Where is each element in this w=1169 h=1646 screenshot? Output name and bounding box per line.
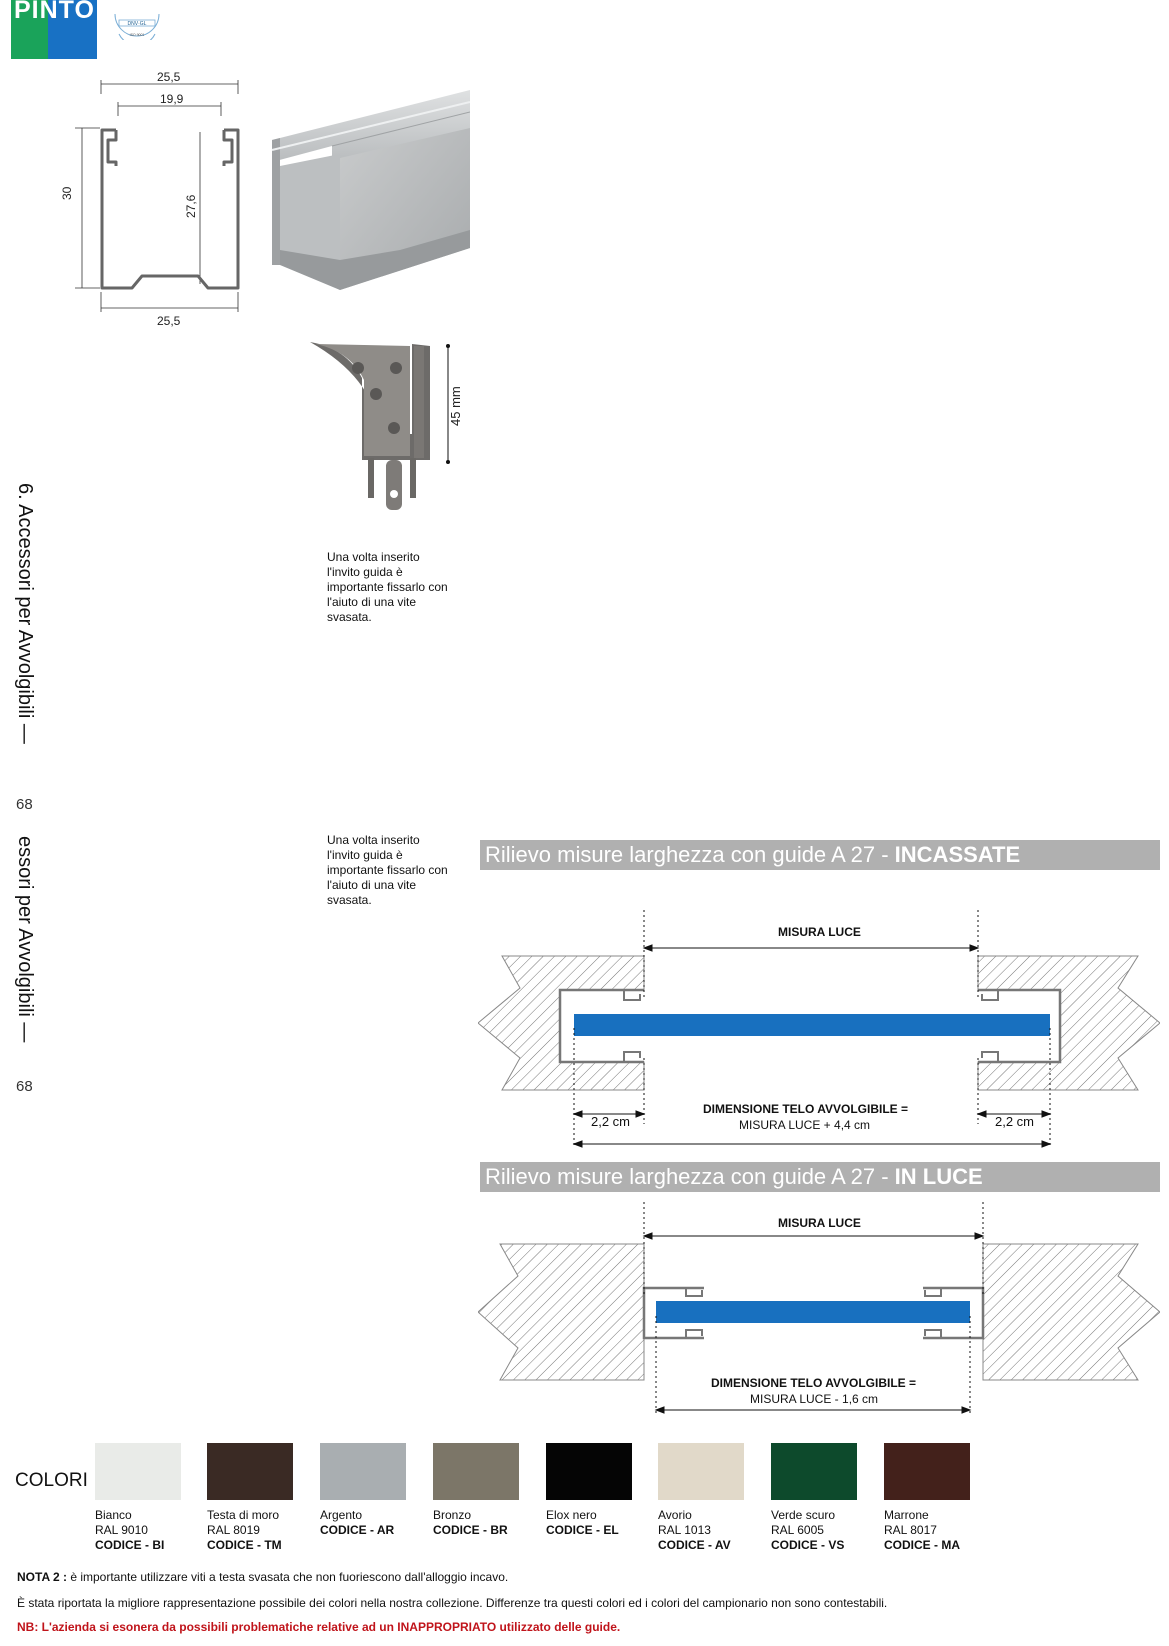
guide-invite-photo (306, 338, 456, 518)
section-title-in-luce: Rilievo misure larghezza con guide A 27 - IN LUCE (480, 1162, 1160, 1192)
dim-title-1: DIMENSIONE TELO AVVOLGIBILE = (703, 1102, 909, 1116)
dim-formula-2: MISURA LUCE - 1,6 cm (750, 1392, 879, 1406)
dim-bottom: 25,5 (157, 314, 181, 328)
misura-luce-label-2: MISURA LUCE (778, 1216, 861, 1230)
dim-formula-1: MISURA LUCE + 4,4 cm (739, 1118, 871, 1132)
svg-text:DNV·GL: DNV·GL (127, 21, 147, 27)
page-number-1: 68 (16, 796, 33, 813)
swatch-label-marrone: Marrone RAL 8017 CODICE - MA (884, 1508, 960, 1552)
swatch-label-bianco: Bianco RAL 9010 CODICE - BI (95, 1508, 165, 1552)
footer-nb: NB: L'azienda si esonera da possibili problematiche relative ad un INAPPROPRIATO utilizzato delle guide. (17, 1620, 621, 1634)
swatch-elox-nero (546, 1443, 632, 1500)
dim-title-2: DIMENSIONE TELO AVVOLGIBILE = (711, 1376, 917, 1390)
profile-3d-render (270, 90, 470, 300)
offset-left-label: 2,2 cm (591, 1114, 631, 1129)
invite-note-1: Una volta inserito l'invito guida è importante fissarlo con l'aiuto di una vite svasata. (327, 550, 448, 624)
svg-text:ISO 9001: ISO 9001 (129, 33, 145, 37)
swatch-avorio (658, 1443, 744, 1500)
offset-right-label: 2,2 cm (995, 1114, 1035, 1129)
dim-45mm: 45 mm (448, 386, 463, 426)
swatch-verde-scuro (771, 1443, 857, 1500)
profile-cross-section-drawing (60, 70, 250, 325)
logo-text: PINTO (14, 0, 95, 24)
footer-nota: NOTA 2 : è importante utilizzare viti a testa svasata che non fuoriescono dall'alloggio incavo. (17, 1570, 509, 1584)
swatch-bianco (95, 1443, 181, 1500)
side-heading-1: 6. Accessori per Avvolgibili — (14, 483, 36, 744)
swatch-label-bronzo: Bronzo CODICE - BR (433, 1508, 508, 1537)
swatch-testa-di-moro (207, 1443, 293, 1500)
page-number-2: 68 (16, 1078, 33, 1095)
swatch-label-elox-nero: Elox nero CODICE - EL (546, 1508, 619, 1537)
swatch-bronzo (433, 1443, 519, 1500)
swatch-argento (320, 1443, 406, 1500)
dim-height: 30 (60, 186, 74, 200)
misura-luce-label-1: MISURA LUCE (778, 925, 861, 939)
swatch-label-testa-di-moro: Testa di moro RAL 8019 CODICE - TM (207, 1508, 282, 1552)
certification-badge-icon (111, 4, 163, 40)
swatch-label-argento: Argento CODICE - AR (320, 1508, 395, 1537)
side-heading-2: essori per Avvolgibili — (14, 836, 36, 1043)
colors-title: COLORI (15, 1470, 88, 1491)
section-title-incassate: Rilievo misure larghezza con guide A 27 - INCASSATE (480, 840, 1160, 870)
swatch-label-avorio: Avorio RAL 1013 CODICE - AV (658, 1508, 731, 1552)
footer-disclaimer: È stata riportata la migliore rappresentazione possibile dei colori nella nostra collezione. Differenze tra questi colori ed i colori del campionario non sono contestabili. (17, 1596, 888, 1610)
swatch-label-verde-scuro: Verde scuro RAL 6005 CODICE - VS (771, 1508, 845, 1552)
swatch-marrone (884, 1443, 970, 1500)
dim-top-outer: 25,5 (157, 70, 181, 84)
dim-top-inner: 19,9 (160, 92, 184, 106)
invite-note-2: Una volta inserito l'invito guida è importante fissarlo con l'aiuto di una vite svasata. (327, 833, 448, 907)
dim-inner-height: 27,6 (184, 194, 198, 218)
